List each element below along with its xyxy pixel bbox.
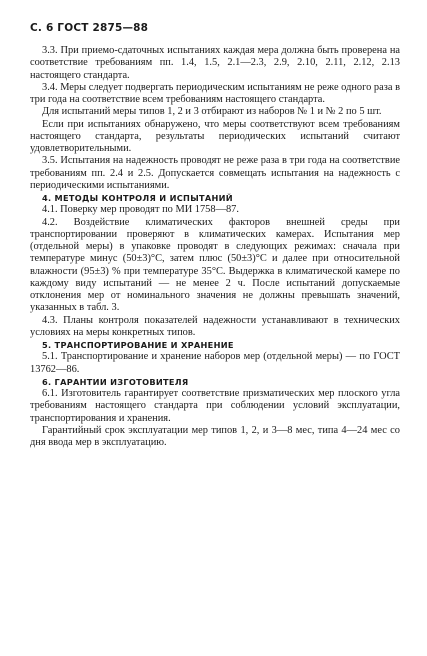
paragraph-3-5: 3.5. Испытания на надежность проводят не реже раза в три года на соответствие требованиям пп. 2.4 и 2.5. Допускается совмещать испытания на надежность с периодическими испытаниями. bbox=[30, 155, 400, 191]
paragraph-3-4-result: Если при испытаниях обнаружено, что меры соответствуют всем требованиям настоящего стандарта, результаты периодических испытаний считают удовлетворительными. bbox=[30, 118, 400, 154]
paragraph-4-3: 4.3. Планы контроля показателей надежности устанавливают в технических условиях на меры конкретных типов. bbox=[30, 314, 400, 338]
paragraph-6-1: 6.1. Изготовитель гарантирует соответствие призматических мер плоского угла требованиям настоящего стандарта при соблюдении условий эксплуатации, транспортирования и хранения. bbox=[30, 388, 400, 424]
paragraph-4-1: 4.1. Поверку мер проводят по МИ 1758—87. bbox=[42, 204, 239, 216]
paragraph-6-1-warranty: Гарантийный срок эксплуатации мер типов 1, 2, и 3—8 мес, типа 4—24 мес со дня ввода мер в эксплуатацию. bbox=[30, 424, 400, 448]
section-heading-4: 4. МЕТОДЫ КОНТРОЛЯ И ИСПЫТАНИЙ bbox=[42, 193, 233, 203]
section-heading-5: 5. ТРАНСПОРТИРОВАНИЕ И ХРАНЕНИЕ bbox=[42, 340, 234, 350]
paragraph-3-4: 3.4. Меры следует подвергать периодическим испытаниям не реже одного раза в три года на соответствие всем требованиям настоящего стандарта. bbox=[30, 81, 400, 105]
page-header: С. 6 ГОСТ 2875—88 bbox=[30, 22, 149, 34]
section-heading-6: 6. ГАРАНТИИ ИЗГОТОВИТЕЛЯ bbox=[42, 376, 189, 387]
paragraph-5-1: 5.1. Транспортирование и хранение наборов мер (отдельной меры) — по ГОСТ 13762—86. bbox=[30, 351, 400, 375]
paragraph-3-3: 3.3. При приемо-сдаточных испытаниях каждая мера должна быть проверена на соответствие требованиям пп. 1.4, 1.5, 2.1—2.3, 2.9, 2.10, 2.11, 2.12, 2.13 настоящего стандарта. bbox=[30, 45, 400, 81]
paragraph-4-2: 4.2. Воздействие климатических факторов внешней среды при транспортировании проверяют в климатических камерах. Испытания мер (отдельной меры) в упаковке проводят в следующих режимах: сначала при температуре минус (50±3)°С, затем плюс (50±3)°С и далее при относительной влажности (95±3) % при температуре 35°С. Выдержка в климатической камере по каждому виду испытаний — не менее 2 ч. После испытаний допускаемые отклонения мер от номинального значения не должны превышать значений, указанных в табл. 3. bbox=[30, 216, 400, 314]
paragraph-3-4-sample: Для испытаний меры типов 1, 2 и 3 отбирают из наборов № 1 и № 2 по 5 шт. bbox=[42, 106, 382, 118]
document-body bbox=[30, 45, 400, 449]
